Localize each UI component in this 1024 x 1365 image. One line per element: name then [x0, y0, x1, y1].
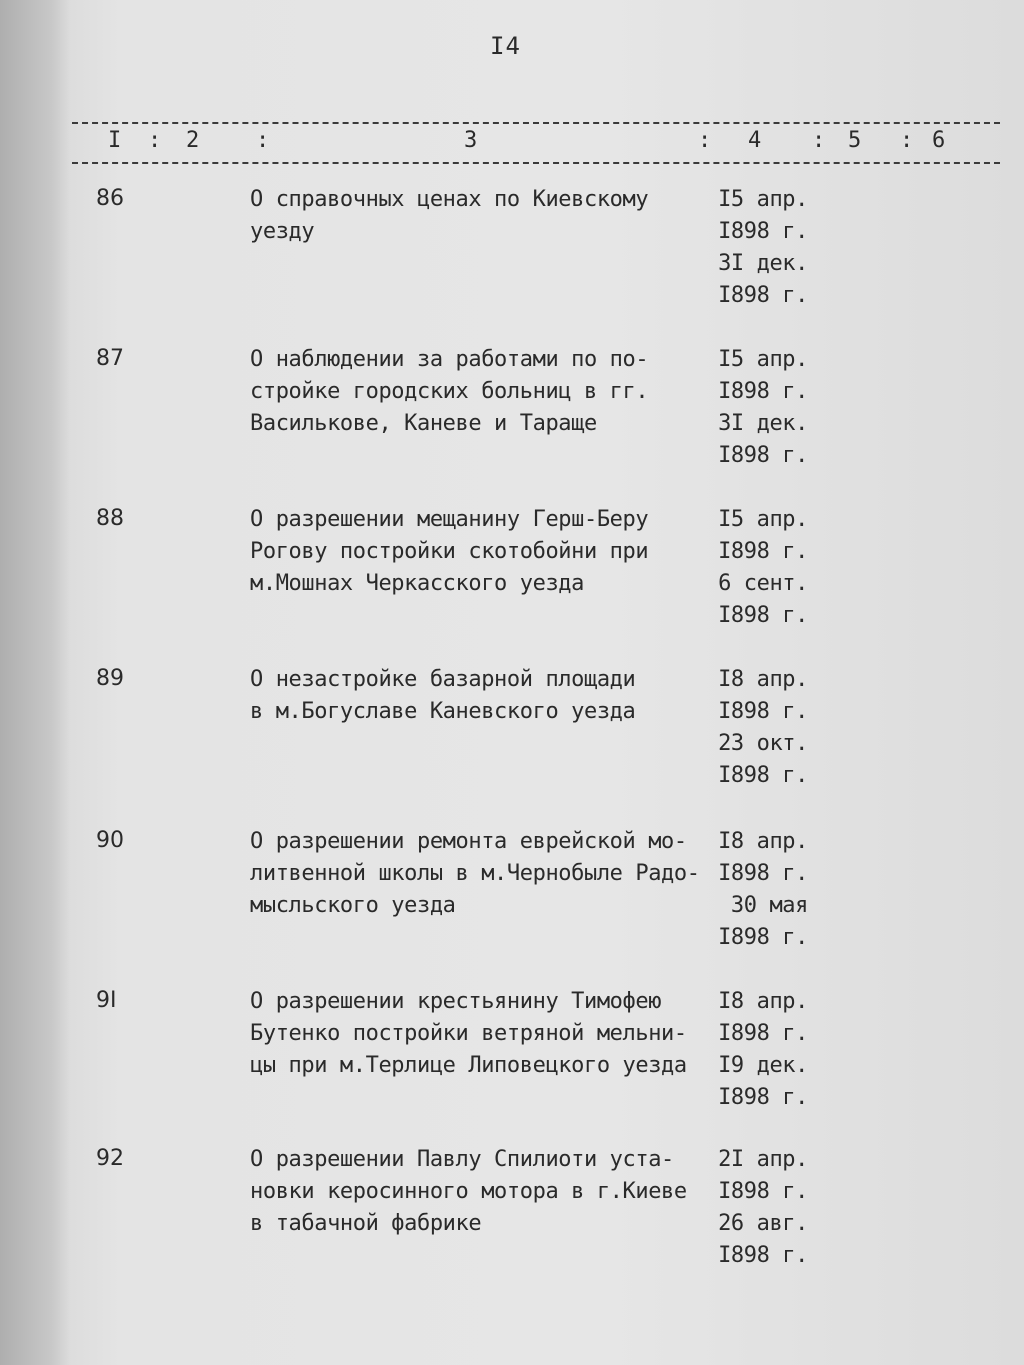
entry-dates [708, 664, 808, 792]
entry-title-line: литвенной школы в м.Чернобыле Радо- [250, 861, 700, 886]
entry-date-line: I5 апр. [718, 507, 808, 532]
entry-title [250, 344, 720, 440]
entry-title-line: цы при м.Терлице Липовецкого уезда [250, 1053, 687, 1078]
column-separator: : [256, 128, 270, 153]
entry-date-line: I898 г. [718, 219, 808, 244]
header-rule-top [72, 122, 1000, 124]
entry-title [250, 184, 720, 248]
entry-title-line: Рогову постройки скотобойни при [250, 539, 649, 564]
entry-date-line: 23 окт. [718, 731, 808, 756]
entry-number: 86 [96, 186, 124, 211]
entry-title [250, 1144, 720, 1240]
entry-dates [708, 344, 808, 472]
column-header-6: 6 [932, 128, 946, 153]
column-header-4: 4 [748, 128, 762, 153]
entry-title-line: О разрешении мещанину Герш-Беру [250, 507, 649, 532]
header-rule-bottom [72, 162, 1000, 164]
entry-title [250, 826, 720, 922]
entry-date-line: I5 апр. [718, 347, 808, 372]
entry-number: 88 [96, 506, 124, 531]
entry-date-line: I898 г. [718, 539, 808, 564]
entry-date-line: 3I дек. [718, 411, 808, 436]
entry-title-line: уезду [250, 219, 315, 244]
entry-date-line: I898 г. [718, 1085, 808, 1110]
column-header-3: 3 [464, 128, 478, 153]
entry-date-line: I898 г. [718, 1021, 808, 1046]
entry-date-line: I898 г. [718, 379, 808, 404]
entry-date-line: I898 г. [718, 763, 808, 788]
entry-number: 9I [96, 988, 117, 1013]
entry-dates [708, 986, 808, 1114]
column-header-5: 5 [848, 128, 862, 153]
entry-title-line: в табачной фабрике [250, 1211, 482, 1236]
entry-date-line: 26 авг. [718, 1211, 808, 1236]
binding-shadow [0, 0, 70, 1365]
entry-title-line: О справочных ценах по Киевскому [250, 187, 649, 212]
entry-dates [708, 1144, 808, 1272]
entry-date-line: 3I дек. [718, 251, 808, 276]
entry-number: 90 [96, 828, 124, 853]
entry-date-line: I898 г. [718, 1243, 808, 1268]
entry-title-line: стройке городских больниц в гг. [250, 379, 649, 404]
entry-title-line: Василькове, Каневе и Таращe [250, 411, 597, 436]
entry-date-line: I898 г. [718, 443, 808, 468]
entry-title-line: мысльского уезда [250, 893, 456, 918]
column-separator: : [148, 128, 162, 153]
entry-date-line: I898 г. [718, 603, 808, 628]
column-separator: : [900, 128, 914, 153]
entry-title-line: О разрешении Павлу Спилиоти уста- [250, 1147, 674, 1172]
entry-date-line: I898 г. [718, 283, 808, 308]
column-separator: : [812, 128, 826, 153]
entry-date-line: I898 г. [718, 1179, 808, 1204]
entry-title [250, 664, 720, 728]
entry-title-line: Бутенко постройки ветряной мельни- [250, 1021, 687, 1046]
entry-title-line: новки керосинного мотора в г.Киеве [250, 1179, 687, 1204]
entry-title-line: О незастройке базарной площади [250, 667, 636, 692]
entry-date-line: I8 апр. [718, 829, 808, 854]
entry-date-line: I898 г. [718, 925, 808, 950]
entry-title-line: м.Мошнах Черкасского уезда [250, 571, 584, 596]
entry-date-line: I9 дек. [718, 1053, 808, 1078]
entry-date-line: I898 г. [718, 861, 808, 886]
entry-date-line: I8 апр. [718, 989, 808, 1014]
page-number: I4 [490, 32, 521, 60]
entry-date-line: 2I апр. [718, 1147, 808, 1172]
entry-number: 92 [96, 1146, 124, 1171]
entry-dates [708, 504, 808, 632]
entry-title-line: в м.Богуславе Каневского уезда [250, 699, 636, 724]
entry-dates [708, 826, 808, 954]
entry-date-line: 30 мая [730, 893, 808, 918]
entry-date-line: I5 апр. [718, 187, 808, 212]
entry-number: 89 [96, 666, 124, 691]
column-header-1: I [108, 128, 122, 153]
entry-date-line: I8 апр. [718, 667, 808, 692]
entry-number: 87 [96, 346, 124, 371]
entry-title-line: О наблюдении за работами по по- [250, 347, 649, 372]
column-separator: : [698, 128, 712, 153]
entry-title [250, 986, 720, 1082]
column-header-2: 2 [186, 128, 200, 153]
entry-dates [708, 184, 808, 312]
entry-title [250, 504, 720, 600]
entry-date-line: I898 г. [718, 699, 808, 724]
entry-title-line: О разрешении ремонта еврейской мо- [250, 829, 687, 854]
entry-date-line: 6 сент. [718, 571, 808, 596]
entry-title-line: О разрешении крестьянину Тимофею [250, 989, 662, 1014]
